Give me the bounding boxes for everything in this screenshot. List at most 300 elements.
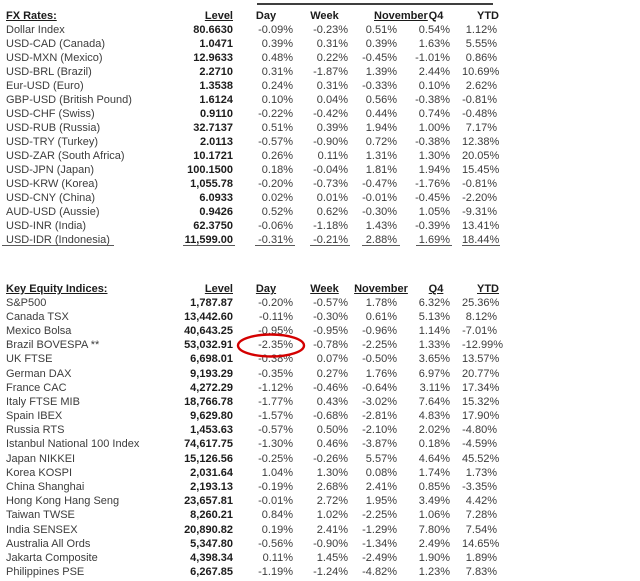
pct-value: 7.83% <box>465 566 497 579</box>
row-label: USD-KRW (Korea) <box>6 177 99 190</box>
pct-value: 0.39% <box>316 121 348 134</box>
pct-value: 2.49% <box>418 537 450 550</box>
level-value: 62.3750 <box>193 219 233 232</box>
pct-value: 1.06% <box>418 509 450 522</box>
level-value: 18,766.78 <box>184 395 233 408</box>
pct-value: -0.81% <box>462 177 497 190</box>
row-label: India SENSEX <box>6 523 78 536</box>
equity-table-row <box>0 296 514 310</box>
pct-value: 1.33% <box>418 339 450 352</box>
fx-table-row <box>0 219 514 233</box>
equity-column-header-november: November <box>354 283 408 295</box>
pct-value: 0.07% <box>316 353 348 366</box>
row-label: USD-CHF (Swiss) <box>6 107 95 120</box>
pct-value: -0.38% <box>415 93 450 106</box>
pct-value: -0.90% <box>313 135 348 148</box>
pct-value: -0.57% <box>258 135 293 148</box>
pct-value: -1.87% <box>313 65 348 78</box>
pct-value: 0.61% <box>365 310 397 323</box>
row-label: Russia RTS <box>6 424 65 437</box>
level-value: 15,126.56 <box>184 452 233 465</box>
pct-value: -1.30% <box>258 438 293 451</box>
level-value: 8,260.21 <box>190 509 233 522</box>
pct-value: 6.97% <box>418 367 450 380</box>
pct-value: -0.45% <box>362 51 397 64</box>
pct-value: 1.04% <box>261 466 293 479</box>
level-value: 9,629.80 <box>190 410 233 423</box>
pct-value: -12.99% <box>462 339 503 352</box>
pct-value: -3.35% <box>462 481 497 494</box>
pct-value: -0.35% <box>258 367 293 380</box>
pct-value: -0.47% <box>362 177 397 190</box>
equity-table-row <box>0 410 514 424</box>
row-label: Mexico Bolsa <box>6 324 72 337</box>
row-label: Italy FTSE MIB <box>6 395 80 408</box>
fx-table-row <box>0 107 514 121</box>
level-value: 40,643.25 <box>184 324 233 337</box>
row-label: Canada TSX <box>6 310 69 323</box>
row-label: USD-MXN (Mexico) <box>6 51 103 64</box>
fx-rates-table <box>0 7 514 247</box>
pct-value: 0.31% <box>316 37 348 50</box>
pct-value: 1.81% <box>365 163 397 176</box>
pct-value: 1.78% <box>365 296 397 309</box>
pct-value: 1.63% <box>418 37 450 50</box>
equity-table-row <box>0 395 514 409</box>
pct-value: -0.95% <box>258 324 293 337</box>
level-value: 0.9426 <box>199 205 233 218</box>
pct-value: -1.77% <box>258 395 293 408</box>
fx-table-row <box>0 51 514 65</box>
equity-table-title: Key Equity Indices: <box>6 283 108 295</box>
pct-value: 1.31% <box>365 149 397 162</box>
pct-value: 18.44% <box>462 233 500 246</box>
row-label: Istanbul National 100 Index <box>6 438 140 451</box>
level-value: 1.6124 <box>199 93 233 106</box>
equity-table-row <box>0 424 514 438</box>
pct-value: 1.89% <box>465 551 497 564</box>
pct-value: 5.55% <box>465 37 497 50</box>
pct-value: 5.57% <box>365 452 397 465</box>
row-label: Taiwan TWSE <box>6 509 75 522</box>
pct-value: 14.65% <box>462 537 500 550</box>
level-value: 6,267.85 <box>190 566 233 579</box>
pct-value: 13.57% <box>462 353 500 366</box>
pct-value: 0.84% <box>261 509 293 522</box>
pct-value: 0.31% <box>316 79 348 92</box>
pct-value: 1.74% <box>418 466 450 479</box>
fx-table-row <box>0 93 514 107</box>
row-label: UK FTSE <box>6 353 53 366</box>
level-value: 1,055.78 <box>190 177 233 190</box>
fx-column-header-ytd: YTD <box>477 10 499 22</box>
pct-value: -1.34% <box>362 537 397 550</box>
pct-value: -1.57% <box>258 410 293 423</box>
pct-value: 20.77% <box>462 367 500 380</box>
equity-table-row <box>0 438 514 452</box>
row-label: Philippines PSE <box>6 566 85 579</box>
pct-value: 1.95% <box>365 495 397 508</box>
pct-value: 0.31% <box>261 65 293 78</box>
level-value: 4,272.29 <box>190 381 233 394</box>
pct-value: 1.30% <box>418 149 450 162</box>
equity-table-row <box>0 523 514 537</box>
row-label: Brazil BOVESPA ** <box>6 339 100 352</box>
pct-value: 1.43% <box>365 219 397 232</box>
fx-column-header-week: Week <box>310 10 339 22</box>
pct-value: -0.48% <box>462 107 497 120</box>
pct-value: 0.86% <box>465 51 497 64</box>
level-value: 74,617.75 <box>184 438 233 451</box>
pct-value: 0.24% <box>261 79 293 92</box>
level-value: 1,787.87 <box>190 296 233 309</box>
level-value: 1,453.63 <box>190 424 233 437</box>
pct-value: -2.35% <box>258 339 293 352</box>
pct-value: 7.54% <box>465 523 497 536</box>
pct-value: -0.57% <box>258 424 293 437</box>
pct-value: -2.81% <box>362 410 397 423</box>
equity-table-row <box>0 381 514 395</box>
pct-value: 0.50% <box>316 424 348 437</box>
pct-value: 25.36% <box>462 296 500 309</box>
row-label: AUD-USD (Aussie) <box>6 205 100 218</box>
pct-value: 1.73% <box>465 466 497 479</box>
pct-value: -1.29% <box>362 523 397 536</box>
row-label: German DAX <box>6 367 72 380</box>
pct-value: 45.52% <box>462 452 500 465</box>
pct-value: 1.69% <box>418 233 450 246</box>
row-label: USD-CNY (China) <box>6 191 96 204</box>
level-value: 4,398.34 <box>190 551 233 564</box>
row-label: S&P500 <box>6 296 47 309</box>
fx-table-row <box>0 65 514 79</box>
pct-value: -0.01% <box>258 495 293 508</box>
pct-value: 0.48% <box>261 51 293 64</box>
level-value: 20,890.82 <box>184 523 233 536</box>
equity-table-row <box>0 367 514 381</box>
pct-value: 10.69% <box>462 65 500 78</box>
level-value: 6.0933 <box>199 191 233 204</box>
fx-table-row <box>0 135 514 149</box>
pct-value: 3.49% <box>418 495 450 508</box>
fx-table-row <box>0 191 514 205</box>
level-value: 10.1721 <box>193 149 233 162</box>
pct-value: 0.26% <box>261 149 293 162</box>
pct-value: 1.02% <box>316 509 348 522</box>
pct-value: 1.30% <box>316 466 348 479</box>
pct-value: -9.31% <box>462 205 497 218</box>
fx-header-row <box>0 7 514 23</box>
pct-value: 0.11% <box>262 551 293 564</box>
pct-value: -0.26% <box>313 452 348 465</box>
fx-table-row <box>0 163 514 177</box>
pct-value: 0.01% <box>316 191 348 204</box>
pct-value: 0.10% <box>418 79 450 92</box>
pct-value: 0.27% <box>316 367 348 380</box>
pct-value: -1.12% <box>258 381 293 394</box>
fx-bottom-border-segment <box>362 245 400 246</box>
equity-column-header-ytd: YTD <box>477 283 499 295</box>
pct-value: 0.22% <box>316 51 348 64</box>
pct-value: 17.90% <box>462 410 500 423</box>
pct-value: 0.39% <box>261 37 293 50</box>
fx-table-row <box>0 149 514 163</box>
pct-value: -2.10% <box>362 424 397 437</box>
pct-value: 7.64% <box>418 395 450 408</box>
pct-value: 1.39% <box>365 65 397 78</box>
row-label: China Shanghai <box>6 481 85 494</box>
row-label: France CAC <box>6 381 67 394</box>
pct-value: 0.11% <box>317 149 348 162</box>
pct-value: -0.38% <box>415 135 450 148</box>
pct-value: 0.85% <box>418 481 450 494</box>
pct-value: 5.13% <box>418 310 450 323</box>
pct-value: -0.04% <box>313 163 348 176</box>
pct-value: 0.46% <box>316 438 348 451</box>
fx-bottom-border-segment <box>416 245 452 246</box>
pct-value: -0.30% <box>362 205 397 218</box>
pct-value: -1.24% <box>313 566 348 579</box>
pct-value: -0.01% <box>362 191 397 204</box>
pct-value: -1.01% <box>415 51 450 64</box>
equity-column-header-day: Day <box>255 283 277 295</box>
pct-value: 13.41% <box>462 219 500 232</box>
fx-bottom-border-segment <box>183 245 235 246</box>
row-label: USD-IDR (Indonesia) <box>6 233 110 246</box>
pct-value: -0.19% <box>258 481 293 494</box>
pct-value: -0.33% <box>362 79 397 92</box>
row-label: Hong Kong Hang Seng <box>6 495 120 508</box>
pct-value: -4.59% <box>462 438 497 451</box>
pct-value: -3.02% <box>362 395 397 408</box>
pct-value: 2.72% <box>316 495 348 508</box>
pct-value: -0.23% <box>313 23 348 36</box>
pct-value: 7.28% <box>465 509 497 522</box>
pct-value: 2.02% <box>418 424 450 437</box>
pct-value: -0.95% <box>313 324 348 337</box>
pct-value: 1.00% <box>418 121 450 134</box>
pct-value: 0.18% <box>261 163 293 176</box>
pct-value: -0.78% <box>313 339 348 352</box>
pct-value: 1.94% <box>418 163 450 176</box>
level-value: 0.9110 <box>199 107 233 120</box>
pct-value: 0.02% <box>261 191 293 204</box>
level-value: 32.7137 <box>193 121 233 134</box>
pct-value: -0.46% <box>313 381 348 394</box>
pct-value: 2.41% <box>365 481 397 494</box>
pct-value: 4.42% <box>465 495 497 508</box>
pct-value: -4.82% <box>362 566 397 579</box>
pct-value: -2.25% <box>362 339 397 352</box>
level-value: 6,698.01 <box>190 353 233 366</box>
row-label: Dollar Index <box>6 23 65 36</box>
row-label: Australia All Ords <box>6 537 91 550</box>
pct-value: -2.25% <box>362 509 397 522</box>
pct-value: 1.94% <box>365 121 397 134</box>
equity-header-row <box>0 280 514 296</box>
equity-column-header-q4: Q4 <box>428 283 444 295</box>
fx-table-title: FX Rates: <box>6 10 57 22</box>
pct-value: 7.17% <box>465 121 497 134</box>
pct-value: 17.34% <box>462 381 500 394</box>
key-equity-indices-table <box>0 280 514 580</box>
level-value: 23,657.81 <box>184 495 233 508</box>
pct-value: 0.39% <box>365 37 397 50</box>
level-value: 13,442.60 <box>184 310 233 323</box>
pct-value: 0.44% <box>365 107 397 120</box>
pct-value: -0.90% <box>313 537 348 550</box>
red-circle-annotation <box>235 332 307 359</box>
fx-bottom-border-segment <box>310 245 350 246</box>
pct-value: 1.12% <box>465 23 497 36</box>
level-value: 80.6630 <box>193 23 233 36</box>
fx-table-row <box>0 177 514 191</box>
pct-value: 2.62% <box>465 79 497 92</box>
fx-table-row <box>0 23 514 37</box>
equity-table-row <box>0 452 514 466</box>
pct-value: -0.73% <box>313 177 348 190</box>
pct-value: -0.38% <box>258 353 293 366</box>
level-value: 11,599.00 <box>184 233 233 246</box>
pct-value: 0.56% <box>365 93 397 106</box>
row-label: USD-INR (India) <box>6 219 87 232</box>
pct-value: 0.52% <box>261 205 293 218</box>
fx-column-header-q4: Q4 <box>428 10 444 22</box>
pct-value: -7.01% <box>462 324 497 337</box>
pct-value: 1.76% <box>365 367 397 380</box>
fx-table-row <box>0 37 514 51</box>
fx-table-top-border <box>257 3 493 5</box>
pct-value: -1.18% <box>313 219 348 232</box>
row-label: Jakarta Composite <box>6 551 98 564</box>
pct-value: 2.41% <box>316 523 348 536</box>
pct-value: 2.68% <box>316 481 348 494</box>
level-value: 5,347.80 <box>190 537 233 550</box>
row-label: GBP-USD (British Pound) <box>6 93 132 106</box>
row-label: USD-RUB (Russia) <box>6 121 101 134</box>
fx-bottom-border-segment <box>2 245 114 246</box>
pct-value: 0.08% <box>365 466 397 479</box>
pct-value: 6.32% <box>418 296 450 309</box>
fx-table-row <box>0 79 514 93</box>
pct-value: 0.04% <box>316 93 348 106</box>
row-label: Japan NIKKEI <box>6 452 76 465</box>
pct-value: 4.83% <box>418 410 450 423</box>
pct-value: 3.65% <box>418 353 450 366</box>
pct-value: 0.51% <box>365 23 397 36</box>
level-value: 2,193.13 <box>190 481 233 494</box>
level-value: 2,031.64 <box>190 466 233 479</box>
row-label: USD-BRL (Brazil) <box>6 65 92 78</box>
pct-value: -0.06% <box>258 219 293 232</box>
pct-value: 15.32% <box>462 395 500 408</box>
equity-table-row <box>0 466 514 480</box>
pct-value: 2.88% <box>365 233 397 246</box>
pct-value: 0.51% <box>261 121 293 134</box>
row-label: USD-JPN (Japan) <box>6 163 95 176</box>
pct-value: -0.11% <box>258 310 293 323</box>
pct-value: -0.68% <box>313 410 348 423</box>
pct-value: 0.62% <box>316 205 348 218</box>
pct-value: 0.10% <box>261 93 293 106</box>
pct-value: 12.38% <box>462 135 500 148</box>
pct-value: 2.44% <box>418 65 450 78</box>
row-label: USD-TRY (Turkey) <box>6 135 99 148</box>
level-value: 1.0471 <box>199 37 233 50</box>
level-value: 2.0113 <box>199 135 233 148</box>
equity-column-header-level: Level <box>204 283 233 295</box>
pct-value: -1.19% <box>258 566 293 579</box>
pct-value: 20.05% <box>462 149 500 162</box>
pct-value: 0.74% <box>418 107 450 120</box>
pct-value: 0.72% <box>365 135 397 148</box>
level-value: 9,193.29 <box>190 367 233 380</box>
pct-value: -4.80% <box>462 424 497 437</box>
pct-value: 1.23% <box>418 566 450 579</box>
pct-value: 15.45% <box>462 163 500 176</box>
pct-value: -0.96% <box>362 324 397 337</box>
equity-table-row <box>0 480 514 494</box>
pct-value: -0.50% <box>362 353 397 366</box>
pct-value: -2.49% <box>362 551 397 564</box>
pct-value: -0.09% <box>258 23 293 36</box>
equity-column-header-week: Week <box>310 283 339 295</box>
fx-column-header-day: Day <box>255 10 277 22</box>
fx-column-header-november: November <box>374 10 428 22</box>
fx-bottom-border-segment <box>462 245 500 246</box>
fx-table-row <box>0 205 514 219</box>
level-value: 1.3538 <box>199 79 233 92</box>
pct-value: 3.11% <box>419 381 450 394</box>
equity-table-row <box>0 509 514 523</box>
level-value: 12.9633 <box>193 51 233 64</box>
pct-value: 1.90% <box>418 551 450 564</box>
level-value: 2.2710 <box>199 65 233 78</box>
pct-value: 4.64% <box>418 452 450 465</box>
pct-value: -0.31% <box>258 233 293 246</box>
fx-bottom-border-segment <box>255 245 295 246</box>
pct-value: -2.20% <box>462 191 497 204</box>
pct-value: 0.19% <box>261 523 293 536</box>
level-value: 53,032.91 <box>184 339 233 352</box>
pct-value: -0.25% <box>258 452 293 465</box>
equity-table-row <box>0 537 514 551</box>
pct-value: -3.87% <box>362 438 397 451</box>
pct-value: 1.45% <box>316 551 348 564</box>
pct-value: 0.54% <box>418 23 450 36</box>
row-label: USD-ZAR (South Africa) <box>6 149 125 162</box>
pct-value: -0.30% <box>313 310 348 323</box>
pct-value: -0.45% <box>415 191 450 204</box>
pct-value: -0.81% <box>462 93 497 106</box>
pct-value: -0.42% <box>313 107 348 120</box>
annotation-ellipse <box>238 335 304 357</box>
pct-value: 1.14% <box>418 324 450 337</box>
row-label: Eur-USD (Euro) <box>6 79 84 92</box>
level-value: 100.1500 <box>187 163 233 176</box>
pct-value: 0.43% <box>316 395 348 408</box>
row-label: USD-CAD (Canada) <box>6 37 106 50</box>
pct-value: -0.20% <box>258 296 293 309</box>
pct-value: -0.57% <box>313 296 348 309</box>
equity-table-row <box>0 551 514 565</box>
equity-table-row <box>0 566 514 580</box>
equity-table-row <box>0 495 514 509</box>
pct-value: -0.20% <box>258 177 293 190</box>
fx-table-row <box>0 121 514 135</box>
fx-column-header-level: Level <box>204 10 233 22</box>
pct-value: 0.18% <box>418 438 450 451</box>
